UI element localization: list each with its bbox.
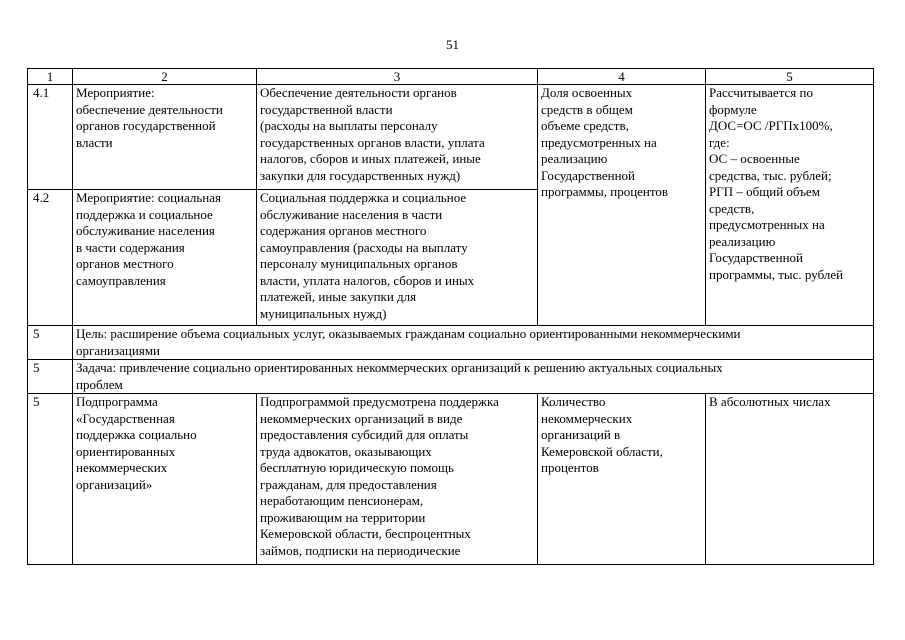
subprogram-indicator: Количество некоммерческих организаций в Кемеровской области, процентов [538,394,706,565]
table-row-subprogram [28,394,874,565]
row-number: 5 [28,360,73,394]
subprogram-method: В абсолютных числах [706,394,874,565]
subprogram-description: Подпрограммой предусмотрена поддержка некоммерческих организаций в виде предоставления субсидий для оплаты труда адвокатов, оказывающих бесплатную юридическую помощь гражданам, для предоставления неработающим пенсионерам, проживающим на территории Кемеровской области, беспроцентных займов, подписки на периодические [260,394,499,558]
event-name: Мероприятие: обеспечение деятельности органов государственной власти [73,85,257,190]
indicators-table [27,68,874,565]
row-number: 5 [28,394,73,565]
table-row-4-1 [28,85,874,190]
column-header-4: 4 [538,69,706,85]
goal-text: Цель: расширение объема социальных услуг, оказываемых гражданам социально ориентированными некоммерческими организациями [73,326,874,360]
row-number: 4.1 [28,85,73,190]
row-number: 4.2 [28,190,73,326]
column-header-2: 2 [73,69,257,85]
table-row-task [28,360,874,394]
column-header-5: 5 [706,69,874,85]
table-header-row [28,69,874,85]
indicator-name: Доля освоенных средств в общем объеме средств, предусмотренных на реализацию Государственной программы, процентов [538,85,706,326]
column-header-3: 3 [257,69,538,85]
calculation-method: Рассчитывается по формуле ДОС=ОС /РГПх100%, где: ОС – освоенные средства, тыс. рублей; РГП – общий объем средств, предусмотренных на реализацию Государственной программы, тыс. рублей [706,85,874,326]
event-name: Мероприятие: социальная поддержка и социальное обслуживание населения в части содержания органов местного самоуправления [73,190,257,326]
row-number: 5 [28,326,73,360]
task-text: Задача: привлечение социально ориентированных некоммерческих организаций к решению актуальных социальных проблем [73,360,874,394]
event-description: Обеспечение деятельности органов государственной власти (расходы на выплаты персоналу государственных органов власти, уплата налогов, сборов и иных платежей, иные закупки для государственных нужд) [257,85,538,190]
page-number: 51 [446,37,459,52]
subprogram-name: Подпрограмма «Государственная поддержка социально ориентированных некоммерческих организаций» [73,394,257,565]
column-header-1: 1 [28,69,73,85]
table-row-goal [28,326,874,360]
event-description: Социальная поддержка и социальное обслуживание населения в части содержания органов местного самоуправления (расходы на выплату персоналу муниципальных органов власти, уплата налогов, сборов и иных платежей, иные закупки для муниципальных нужд) [257,190,538,326]
subprogram-description-cell [257,394,538,565]
